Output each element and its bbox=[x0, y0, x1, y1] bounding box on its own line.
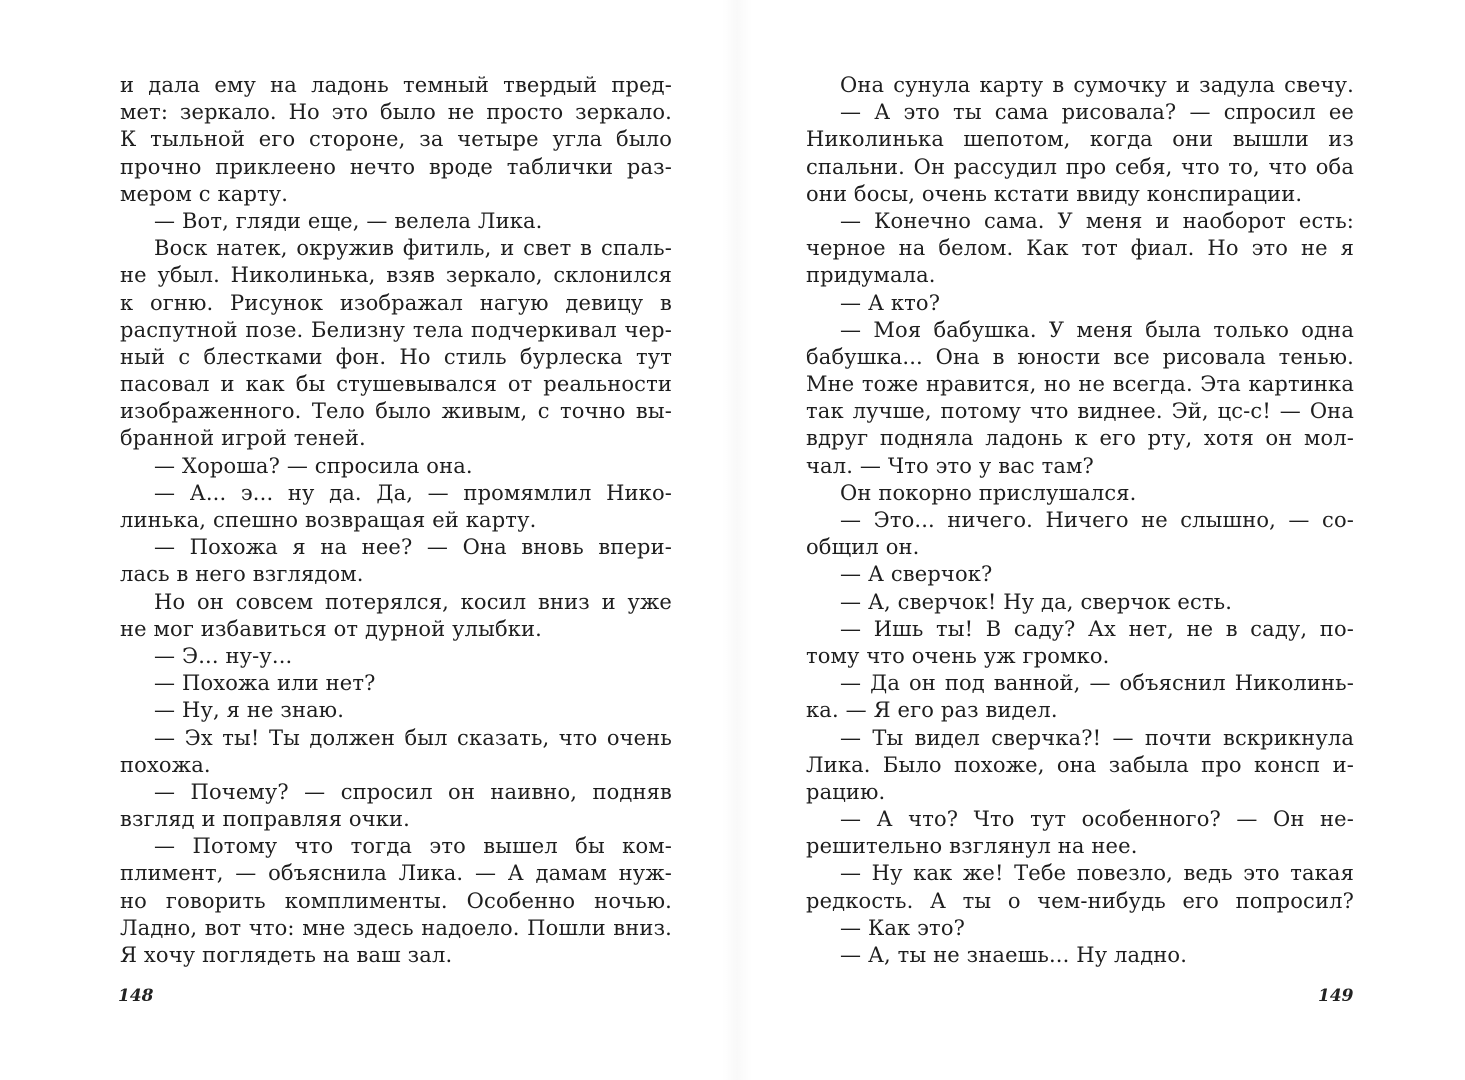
text-line: редкость. А ты о чем-нибудь его попросил? bbox=[806, 888, 1354, 913]
text-line: распутной позе. Белизну тела подчеркивал чер- bbox=[120, 317, 672, 342]
text-line: и дала ему на ладонь темный твердый пред- bbox=[120, 73, 672, 97]
text-line: спальни. Он рассудил про себя, что то, что оба bbox=[806, 154, 1354, 179]
text-line: К тыльной его стороне, за четыре угла было bbox=[120, 127, 672, 152]
text-line: — Как это? bbox=[840, 915, 966, 940]
text-line: — Ну, я не знаю. bbox=[154, 698, 345, 723]
text-line: прочно приклеено нечто вроде таблички раз- bbox=[120, 154, 672, 179]
text-line: линька, спешно возвращая ей карту. bbox=[120, 508, 537, 532]
text-line: — Да он под ванной, — объяснил Николинь- bbox=[840, 671, 1354, 696]
text-line: плимент, — объяснила Лика. — А дамам нуж- bbox=[120, 861, 672, 886]
text-line: тому что очень уж громко. bbox=[806, 643, 1110, 668]
text-line: решительно взглянул на нее. bbox=[806, 834, 1138, 859]
text-line: — Ишь ты! В саду? Ах нет, не в саду, по- bbox=[840, 616, 1354, 641]
text-line: — Хороша? — спросила она. bbox=[154, 453, 473, 478]
text-line: изображенного. Тело было живым, с точно вы- bbox=[120, 399, 672, 424]
text-line: — Моя бабушка. У меня была только одна bbox=[840, 317, 1354, 342]
text-line: — А... э... ну да. Да, — промямлил Нико- bbox=[154, 480, 672, 505]
text-line: — А сверчок? bbox=[840, 562, 993, 587]
text-line: чал. — Что это у вас там? bbox=[806, 453, 1094, 478]
text-line: они босы, очень кстати ввиду конспирации. bbox=[806, 181, 1303, 206]
text-line: не убыл. Николинька, взяв зеркало, склонился bbox=[120, 263, 672, 288]
text-line: мером с карту. bbox=[120, 181, 289, 206]
right-page-text bbox=[806, 72, 1354, 969]
text-line: Лика. Было похоже, она забыла про консп и- bbox=[806, 752, 1354, 777]
text-line: Ладно, вот что: мне здесь надоело. Пошли вниз. bbox=[120, 915, 672, 940]
text-line: — А это ты сама рисовала? — спросил ее bbox=[840, 100, 1354, 125]
text-line: бранной игрой теней. bbox=[120, 426, 366, 451]
text-line: Она сунула карту в сумочку и задула свечу. bbox=[840, 73, 1354, 97]
text-line: Мне тоже нравится, но не всегда. Эта картинка bbox=[806, 372, 1354, 397]
text-line: черное на белом. Как тот фиал. Но это не я bbox=[806, 236, 1354, 261]
text-line: — А, ты не знаешь... Ну ладно. bbox=[840, 943, 1188, 967]
left-page-number: 148 bbox=[118, 986, 154, 1006]
text-line: Николинька шепотом, когда они вышли из bbox=[806, 127, 1354, 152]
text-line: — Ты видел сверчка?! — почти вскрикнула bbox=[840, 725, 1354, 750]
left-page bbox=[120, 72, 672, 1080]
text-line: — Э... ну-у... bbox=[154, 643, 293, 668]
text-line: — Вот, гляди еще, — велела Лика. bbox=[154, 208, 543, 233]
text-line: но говорить комплименты. Особенно ночью. bbox=[120, 888, 672, 913]
text-line: взгляд и поправляя очки. bbox=[120, 807, 411, 832]
text-line: — Это... ничего. Ничего не слышно, — со- bbox=[840, 508, 1354, 532]
book-spine-shadow bbox=[722, 0, 752, 1080]
text-line: к огню. Рисунок изображал нагую девицу в bbox=[120, 290, 672, 315]
text-line: — Потому что тогда это вышел бы ком- bbox=[154, 834, 672, 859]
text-line: — А, сверчок! Ну да, сверчок есть. bbox=[840, 589, 1233, 614]
text-line: вдруг подняла ладонь к его рту, хотя он мол- bbox=[806, 426, 1354, 451]
text-line: — Эх ты! Ты должен был сказать, что очень bbox=[154, 725, 672, 750]
right-page bbox=[806, 72, 1354, 1080]
text-line: ка. — Я его раз видел. bbox=[806, 698, 1058, 723]
text-line: мет: зеркало. Но это было не просто зеркало. bbox=[120, 100, 672, 125]
text-line: Я хочу поглядеть на ваш зал. bbox=[120, 943, 453, 967]
text-line: похожа. bbox=[120, 752, 211, 777]
left-page-text bbox=[120, 72, 672, 969]
text-line: бабушка... Она в юности все рисовала тенью. bbox=[806, 344, 1354, 369]
text-line: Воск натек, окружив фитиль, и свет в спаль- bbox=[154, 236, 672, 261]
text-line: Он покорно прислушался. bbox=[840, 480, 1137, 505]
text-line: придумала. bbox=[806, 263, 936, 288]
text-line: — Похожа я на нее? — Она вновь впери- bbox=[154, 535, 672, 560]
text-line: не мог избавиться от дурной улыбки. bbox=[120, 616, 542, 641]
text-line: — А что? Что тут особенного? — Он не- bbox=[840, 807, 1354, 832]
text-line: — Конечно сама. У меня и наоборот есть: bbox=[840, 208, 1354, 233]
text-line: рацию. bbox=[806, 779, 886, 804]
text-line: — Почему? — спросил он наивно, подняв bbox=[154, 779, 672, 804]
text-line: лась в него взглядом. bbox=[120, 562, 364, 587]
text-line: — Похожа или нет? bbox=[154, 671, 376, 696]
text-line: пасовал и как бы стушевывался от реальности bbox=[120, 372, 672, 397]
text-line: — Ну как же! Тебе повезло, ведь это такая bbox=[840, 861, 1354, 886]
text-line: ный с блестками фон. Но стиль бурлеска тут bbox=[120, 344, 672, 369]
text-line: так лучше, потому что виднее. Эй, цс-с! — Она bbox=[806, 399, 1354, 424]
right-page-number: 149 bbox=[1318, 986, 1354, 1006]
text-line: общил он. bbox=[806, 535, 920, 560]
text-line: — А кто? bbox=[840, 290, 941, 315]
text-line: Но он совсем потерялся, косил вниз и уже bbox=[154, 589, 672, 614]
